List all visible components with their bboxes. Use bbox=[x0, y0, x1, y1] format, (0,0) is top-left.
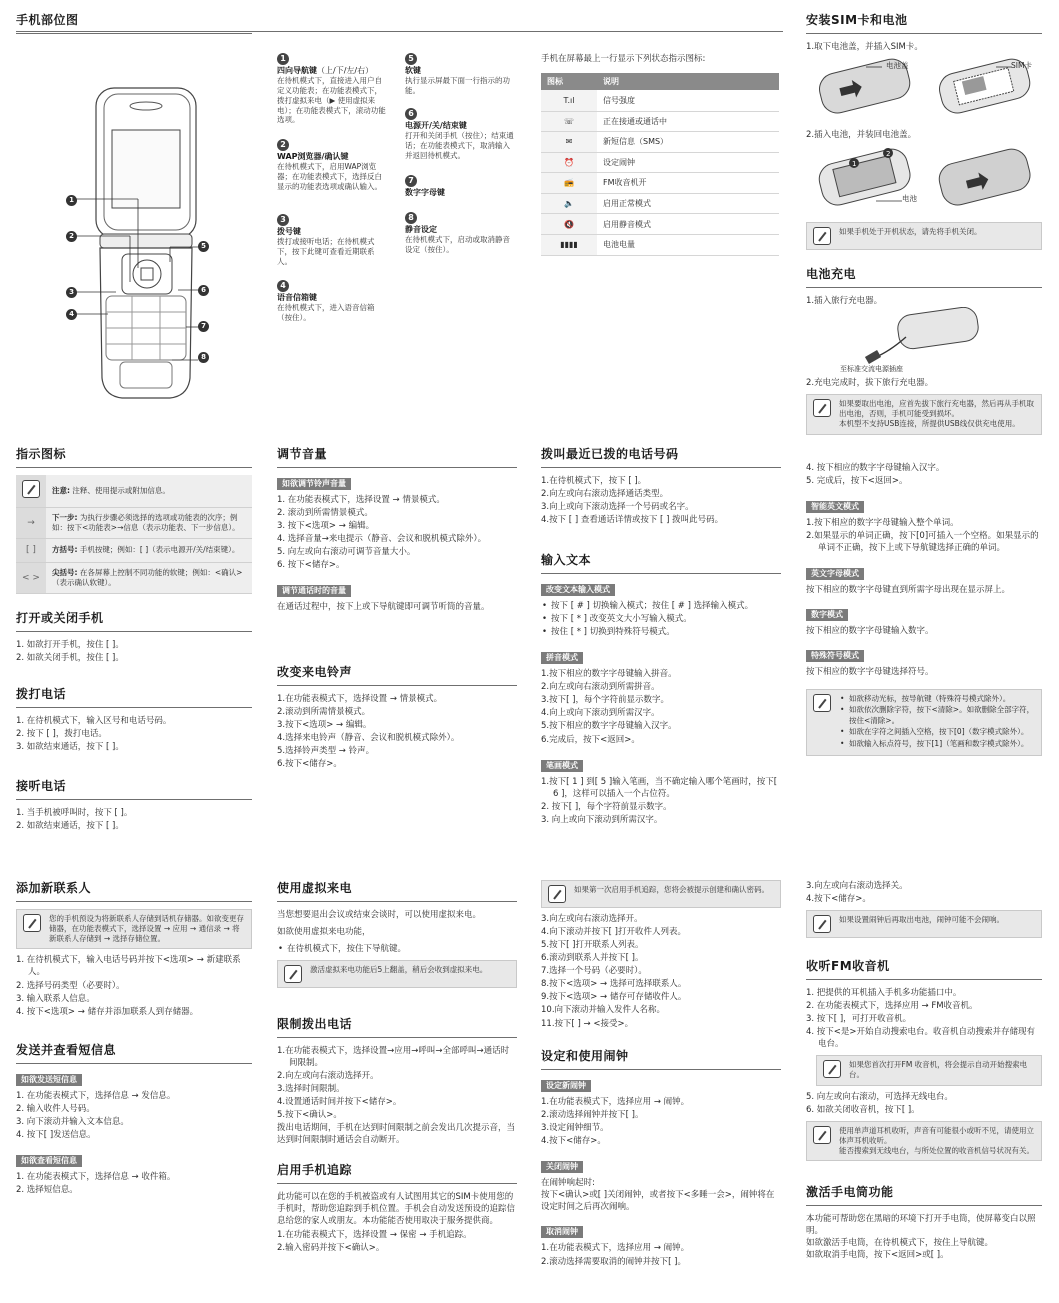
section-title-charge: 电池充电 bbox=[806, 266, 1042, 288]
note-alarm: 如果设置闹钟后再取出电池，闹钟可能不会闹响。 bbox=[806, 910, 1042, 938]
section-title-volume: 调节音量 bbox=[277, 446, 517, 468]
phone-diagram bbox=[60, 82, 210, 404]
callout-1: 1 bbox=[66, 195, 77, 206]
callout-7: 7 bbox=[198, 321, 209, 332]
section-title-input: 输入文本 bbox=[541, 552, 781, 574]
part-4: 4 语音信箱键 在待机模式下，进入语音信箱（按住）。 bbox=[277, 281, 375, 323]
svg-text:1: 1 bbox=[852, 160, 857, 169]
note-fakecall: 激活虚拟来电功能后5上翻盖，稍后会收到虚拟来电。 bbox=[277, 960, 517, 988]
callout-4: 4 bbox=[66, 309, 77, 320]
indicator-table: 注意: 注释、使用提示或附加信息。 → 下一步: 为执行步骤必须选择的选项或功能表的次序；例如：按下<功能表>→信息（表示功能表、下一步信息）。 [ ] 方括号: 手机按键；例如：[ ]（表示电源开/关/结束键）。 < > 尖括号: 在各屏幕上控制不同功能的软键；例如：<确认>（表示确认软键）。 bbox=[16, 475, 252, 594]
status-col-icon: 图标 bbox=[541, 73, 597, 90]
part-7: 7 数字字母键 bbox=[405, 176, 445, 197]
charger-illustration bbox=[806, 307, 1042, 371]
section-title-power: 打开或关闭手机 bbox=[16, 610, 252, 632]
section-title-torch: 激活手电筒功能 bbox=[806, 1184, 1042, 1206]
label-battery-cover: 电池盖 bbox=[886, 61, 909, 70]
section-title-redial: 拨叫最近已拨的电话号码 bbox=[541, 446, 781, 468]
section-title-contact: 添加新联系人 bbox=[16, 880, 252, 902]
note-icon bbox=[22, 480, 40, 498]
status-table: 图标 说明 T.ıl 信号强度 ☏ 正在接通或通话中 ✉ 新短信息（SMS） ⏰ 设定闹钟 📻 FM收音机开 🔈 启用正常模式 🔇 启用静音模式 ▮▮▮▮ 电池电量 bbox=[541, 73, 779, 256]
status-col-desc: 说明 bbox=[597, 73, 779, 90]
section-title-phone-layout: 手机部位图 bbox=[16, 12, 252, 34]
section-alarm-cont: 3.向左或向右滚动选择关。 4.按下<储存>。 如果设置闹钟后再取出电池，闹钟可能不会闹响。 bbox=[806, 880, 1042, 943]
note-icon bbox=[548, 885, 566, 903]
section-title-alarm: 设定和使用闹钟 bbox=[541, 1048, 781, 1070]
callout-6: 6 bbox=[198, 285, 209, 296]
section-input-cont: 4. 按下相应的数字字母键输入汉字。 5. 完成后，按下<返回>。 智能英文模式 1.按下相应的数字字母键输入整个单词。 2.如果显示的单词正确，按下[0]可插入一个空格。如果显示的单词不正确，按下上或下导航键选择正确的单词。 英文字母模式 按下相应的数字字母键直到所需字母出现在显示屏上。 数字模式 按下相应的数字字母键输入数字。 特殊符号模式 按下相应的数字字母键选择符号。 • 如欲移动光标，按导航键（特殊符号模式除外）。 • 如欲依次删除字符，按下<清除>。如欲删除全部字符，按住<清除>。 • 如欲在字符之间插入空格，按下[0]（数字模式除外）。 • 如欲输入标点符号，按下[1]（笔画和数字模式除外）。 bbox=[806, 462, 1042, 761]
section-title-fm: 收听FM收音机 bbox=[806, 958, 1042, 980]
section-charge: 电池充电 1.插入旅行充电器。 至标准交流电源插座 2.充电完成时，拔下旅行充电器。 如果要取出电池，应首先拔下旅行充电器，然后再从手机取出电池，否则，手机可能受到损坏。 本机型不支持USB连接，所提供USB线仅供充电使用。 bbox=[806, 266, 1042, 440]
sim-illustration bbox=[806, 53, 1042, 119]
note-icon bbox=[813, 399, 831, 417]
section-title-indicators: 指示图标 bbox=[16, 446, 252, 468]
section-sms: 发送并查看短信息 如欲发送短信息 1. 在功能表模式下，选择信息 → 发信息。 2. 输入收件人号码。 3. 向下滚动并输入文本信息。 4. 按下[ ]发送信息。 如欲查看短信息 1. 在功能表模式下，选择信息 → 收件箱。 2. 选择短信息。 bbox=[16, 1042, 252, 1197]
section-fakecall: 使用虚拟来电 当您想要退出会议或结束会谈时，可以使用虚拟来电。 如欲使用虚拟来电功能， • 在待机模式下，按住下导航键。 激活虚拟来电功能后5上翻盖，稍后会收到虚拟来电。 bbox=[277, 880, 517, 993]
part-3: 3 拨号键 拨打或接听电话；在待机模式下，按下此键可查看近期联系人。 bbox=[277, 215, 375, 266]
note-icon bbox=[284, 965, 302, 983]
note-input: • 如欲移动光标，按导航键（特殊符号模式除外）。 • 如欲依次删除字符，按下<清除>。如欲删除全部字符，按住<清除>。 • 如欲在字符之间插入空格，按下[0]（数字模式除外）。 • 如欲输入标点符号，按下[1]（笔画和数字模式除外）。 bbox=[806, 689, 1042, 756]
section-ringtone: 改变来电铃声 1.在功能表模式下，选择设置 → 情景模式。 2.滚动到所需情景模式。 3.按下<选项> → 编辑。 4.选择来电铃声（静音、会议和脱机模式除外）。 5.选择铃声类型 → 铃声。 6.按下<储存>。 bbox=[277, 664, 517, 771]
section-alarm: 设定和使用闹钟 设定新闹钟 1.在功能表模式下，选择应用 → 闹钟。 2.滚动选择闹钟并按下[ ]。 3.设定闹钟细节。 4.按下<储存>。 关闭闹钟 在闹钟响起时: 按下<确认>或[ ]关闭闹钟，或者按下<多睡一会>，闹钟将在设定时间之后再次闹响。 取消闹钟 1.在功能表模式下，选择应用 → 闹钟。 2.滚动选择需要取消的闹钟并按下[ ]。 bbox=[541, 1048, 781, 1269]
note-charge: 如果要取出电池，应首先拔下旅行充电器，然后再从手机取出电池，否则，手机可能受到损坏。 本机型不支持USB连接，所提供USB线仅供充电使用。 bbox=[806, 394, 1042, 434]
normal-profile-icon: 🔈 bbox=[541, 193, 597, 214]
section-title-fakecall: 使用虚拟来电 bbox=[277, 880, 517, 902]
section-indicators bbox=[16, 446, 252, 594]
radio-icon: 📻 bbox=[541, 173, 597, 194]
note-fm-1: 如果您首次打开FM 收音机，将会提示自动开始搜索电台。 bbox=[816, 1055, 1042, 1085]
battery-illustration bbox=[806, 141, 1042, 213]
section-barring: 限制拨出电话 1.在功能表模式下，选择设置→应用→呼叫→全部呼叫→通话时间限制。 2.向左或向右滚动选择开。 3.选择时间限制。 4.设置通话时间并按下<储存>。 5.按下<确认>。 拨出电话期间，手机在达到时间限制之前会发出几次提示音，当达到时间限制时通话会自动断开。 bbox=[277, 1017, 516, 1146]
section-title-dial: 拨打电话 bbox=[16, 686, 252, 708]
section-redial: 拨叫最近已拨的电话号码 1.在待机模式下，按下 [ ]。 2.向左或向右滚动选择通话类型。 3.向上或向下滚动选择一个号码或名字。 4.按下 [ ] 查看通话详情或按下 [ ] 拨叫此号码。 bbox=[541, 446, 781, 527]
svg-text:2: 2 bbox=[886, 150, 891, 159]
section-tracker: 启用手机追踪 此功能可以在您的手机被盗或有人试图用其它的SIM卡使用您的手机时，帮助您追踪到手机位置。手机会自动发送预设的追踪信息给您的家人或朋友。本功能能否使用取决于服务提供商。 1.在功能表模式下，选择设置 → 保密 → 手机追踪。 2.输入密码并按下<确认>。 bbox=[277, 1163, 516, 1254]
section-contact: 添加新联系人 您的手机预设为将新联系人存储到话机存储器。如欲变更存储器，在功能表模式下，选择设置 → 应用 → 通信录 → 将新联系人存储到 → 选择存储位置。 1. 在待机模式下，输入电话号码并按下<选项> → 新建联系人。 2. 选择号码类型（必要时）。 3. 输入联系人信息。 4. 按下<选项> → 储存并添加联系人到存储器。 bbox=[16, 880, 252, 1019]
note-icon bbox=[813, 915, 831, 933]
section-fm: 收听FM收音机 1. 把提供的耳机插入手机多功能插口中。 2. 在功能表模式下，选择应用 → FM收音机。 3. 按下[ ]，可打开收音机。 4. 按下<是>开始自动搜索电台。收音机自动搜索并存储现有电台。 如果您首次打开FM 收音机，将会提示自动开始搜索电台。 5. 向左或向右滚动，可选择无线电台。 6. 如欲关闭收音机，按下[ ]。 使用单声道耳机收听，声音有可能很小或听不见，请使用立体声耳机收听。 能否搜索到无线电台，与所处位置的收音机信号状况有关。 bbox=[806, 958, 1042, 1166]
callout-2: 2 bbox=[66, 231, 77, 242]
alarm-icon: ⏰ bbox=[541, 152, 597, 173]
note-fm-2: 使用单声道耳机收听，声音有可能很小或听不见，请使用立体声耳机收听。 能否搜索到无线电台，与所处位置的收音机信号状况有关。 bbox=[806, 1121, 1042, 1161]
section-tracker-cont: 如果第一次启用手机追踪，您将会被提示创建和确认密码。 3.向左或向右滚动选择开。 4.向下滚动并按下[ ]打开收件人列表。 5.按下[ ]打开联系人列表。 6.滚动到联系人并按下[ ]。 7.选择一个号码（必要时）。 8.按下<选项> → 选择可选择联系人。 9.按下<选项> → 储存可存储收件人。 10.向下滚动并输入发件人名称。 11.按下[ ] → <接受>。 bbox=[541, 880, 781, 1031]
angle-brackets-icon: < > bbox=[16, 562, 46, 593]
section-title-sms: 发送并查看短信息 bbox=[16, 1042, 252, 1064]
section-torch: 激活手电筒功能 本功能可帮助您在黑暗的环境下打开手电筒，使屏幕变白以照明。 如欲激活手电筒，在待机模式下，按住上导航键。 如欲取消手电筒，按下<返回>或[ ]。 bbox=[806, 1184, 1042, 1261]
section-dial: 拨打电话 1. 在待机模式下，输入区号和电话号码。 2. 按下 [ ]，拨打电话。 3. 如欲结束通话，按下 [ ]。 bbox=[16, 686, 252, 754]
note-sim: 如果手机处于开机状态，请先将手机关闭。 bbox=[806, 222, 1042, 250]
status-intro: 手机在屏幕最上一行显示下列状态指示图标: bbox=[541, 54, 706, 64]
brackets-icon: [ ] bbox=[16, 539, 46, 562]
section-sim: 安装SIM卡和电池 1.取下电池盖，并插入SIM卡。 电池盖 SIM卡 2.插入电池，并装回电池盖。 1 2 电池 如果手机处于开机状态，请先将手机关闭。 bbox=[806, 12, 1042, 255]
section-status-icons bbox=[541, 53, 781, 256]
signal-icon: T.ıl bbox=[541, 90, 597, 111]
section-answer: 接听电话 1. 当手机被呼叫时，按下 [ ]。 2. 如欲结束通话，按下 [ ]。 bbox=[16, 778, 252, 833]
note-icon bbox=[823, 1060, 841, 1078]
silent-profile-icon: 🔇 bbox=[541, 214, 597, 235]
note-tracker: 如果第一次启用手机追踪，您将会被提示创建和确认密码。 bbox=[541, 880, 781, 908]
note-icon bbox=[813, 227, 831, 245]
callout-5: 5 bbox=[198, 241, 209, 252]
call-icon: ☏ bbox=[541, 111, 597, 132]
part-5: 5 软键 执行显示屏最下面一行指示的功能。 bbox=[405, 54, 510, 96]
note-contact: 您的手机预设为将新联系人存储到话机存储器。如欲变更存储器，在功能表模式下，选择设置 → 应用 → 通信录 → 将新联系人存储到 → 选择存储位置。 bbox=[16, 909, 252, 949]
section-title-ringtone: 改变来电铃声 bbox=[277, 664, 517, 686]
label-outlet: 至标准交流电源插座 bbox=[840, 365, 903, 373]
callout-8: 8 bbox=[198, 352, 209, 363]
arrow-icon: → bbox=[16, 508, 46, 539]
section-volume: 调节音量 如欲调节铃声音量 1. 在功能表模式下，选择设置 → 情景模式。 2. 滚动到所需情景模式。 3. 按下<选项> → 编辑。 4. 选择音量→来电提示（静音、会议和脱机模式除外）。 5. 向左或向右滚动可调节音量大小。 6. 按下<储存>。 调节通话时的音量 在通话过程中，按下上或下导航键即可调节听筒的音量。 bbox=[277, 446, 517, 613]
note-icon bbox=[813, 694, 831, 712]
note-icon bbox=[23, 914, 41, 932]
battery-icon: ▮▮▮▮ bbox=[541, 235, 597, 256]
section-power: 打开或关闭手机 1. 如欲打开手机，按住 [ ]。 2. 如欲关闭手机，按住 [ ]。 bbox=[16, 610, 252, 665]
part-1: 1 四向导航键（上/下/左/右） 在待机模式下，直接进入用户自定义功能表；在功能表模式下，拨打虚拟来电（▶ 使用虚拟来电）；在功能表模式下，滚动功能选项。 bbox=[277, 54, 386, 125]
label-sim-card: SIM卡 bbox=[1011, 61, 1032, 70]
section-title-barring: 限制拨出电话 bbox=[277, 1016, 517, 1038]
note-icon bbox=[813, 1126, 831, 1144]
section-input: 输入文本 改变文本输入模式 • 按下 [ # ] 切换输入模式；按住 [ # ] 选择输入模式。 • 按下 [ * ] 改变英文大小写输入模式。 • 按住 [ * ] 切换到特殊符号模式。 拼音模式 1.按下相应的数字字母键输入拼音。 2.向左或向右滚动到所需拼音。 3.按下[ ]，每个字符前显示数字。 4.向上或向下滚动到所需汉字。 5.按下相应的数字字母键输入汉字。 6.完成后，按下<返回>。 笔画模式 1.按下[ 1 ] 到[ 5 ]输入笔画，当不确定输入哪个笔画时，按下[ 6 ]，这样可以插入一个占位符。 2. 按下[ ]，每个字符前显示数字。 3. 向上或向下滚动到所需汉字。 bbox=[541, 552, 781, 827]
part-8: 8 静音设定 在待机模式下，启动或取消静音设定（按住）。 bbox=[405, 213, 510, 255]
section-title-sim: 安装SIM卡和电池 bbox=[806, 12, 1042, 34]
sms-icon: ✉ bbox=[541, 132, 597, 153]
part-6: 6 电源开/关/结束键 打开和关闭手机（按住）；结束通话；在功能表模式下，取消输入并返回待机模式。 bbox=[405, 109, 514, 160]
part-2: 2 WAP浏览器/确认键 在待机模式下，启用WAP浏览器；在功能表模式下，选择反白显示的功能表选项或确认输入。 bbox=[277, 140, 382, 191]
callout-3: 3 bbox=[66, 287, 77, 298]
label-battery: 电池 bbox=[902, 194, 917, 203]
section-title-tracker: 启用手机追踪 bbox=[277, 1162, 517, 1184]
section-title-answer: 接听电话 bbox=[16, 778, 252, 800]
